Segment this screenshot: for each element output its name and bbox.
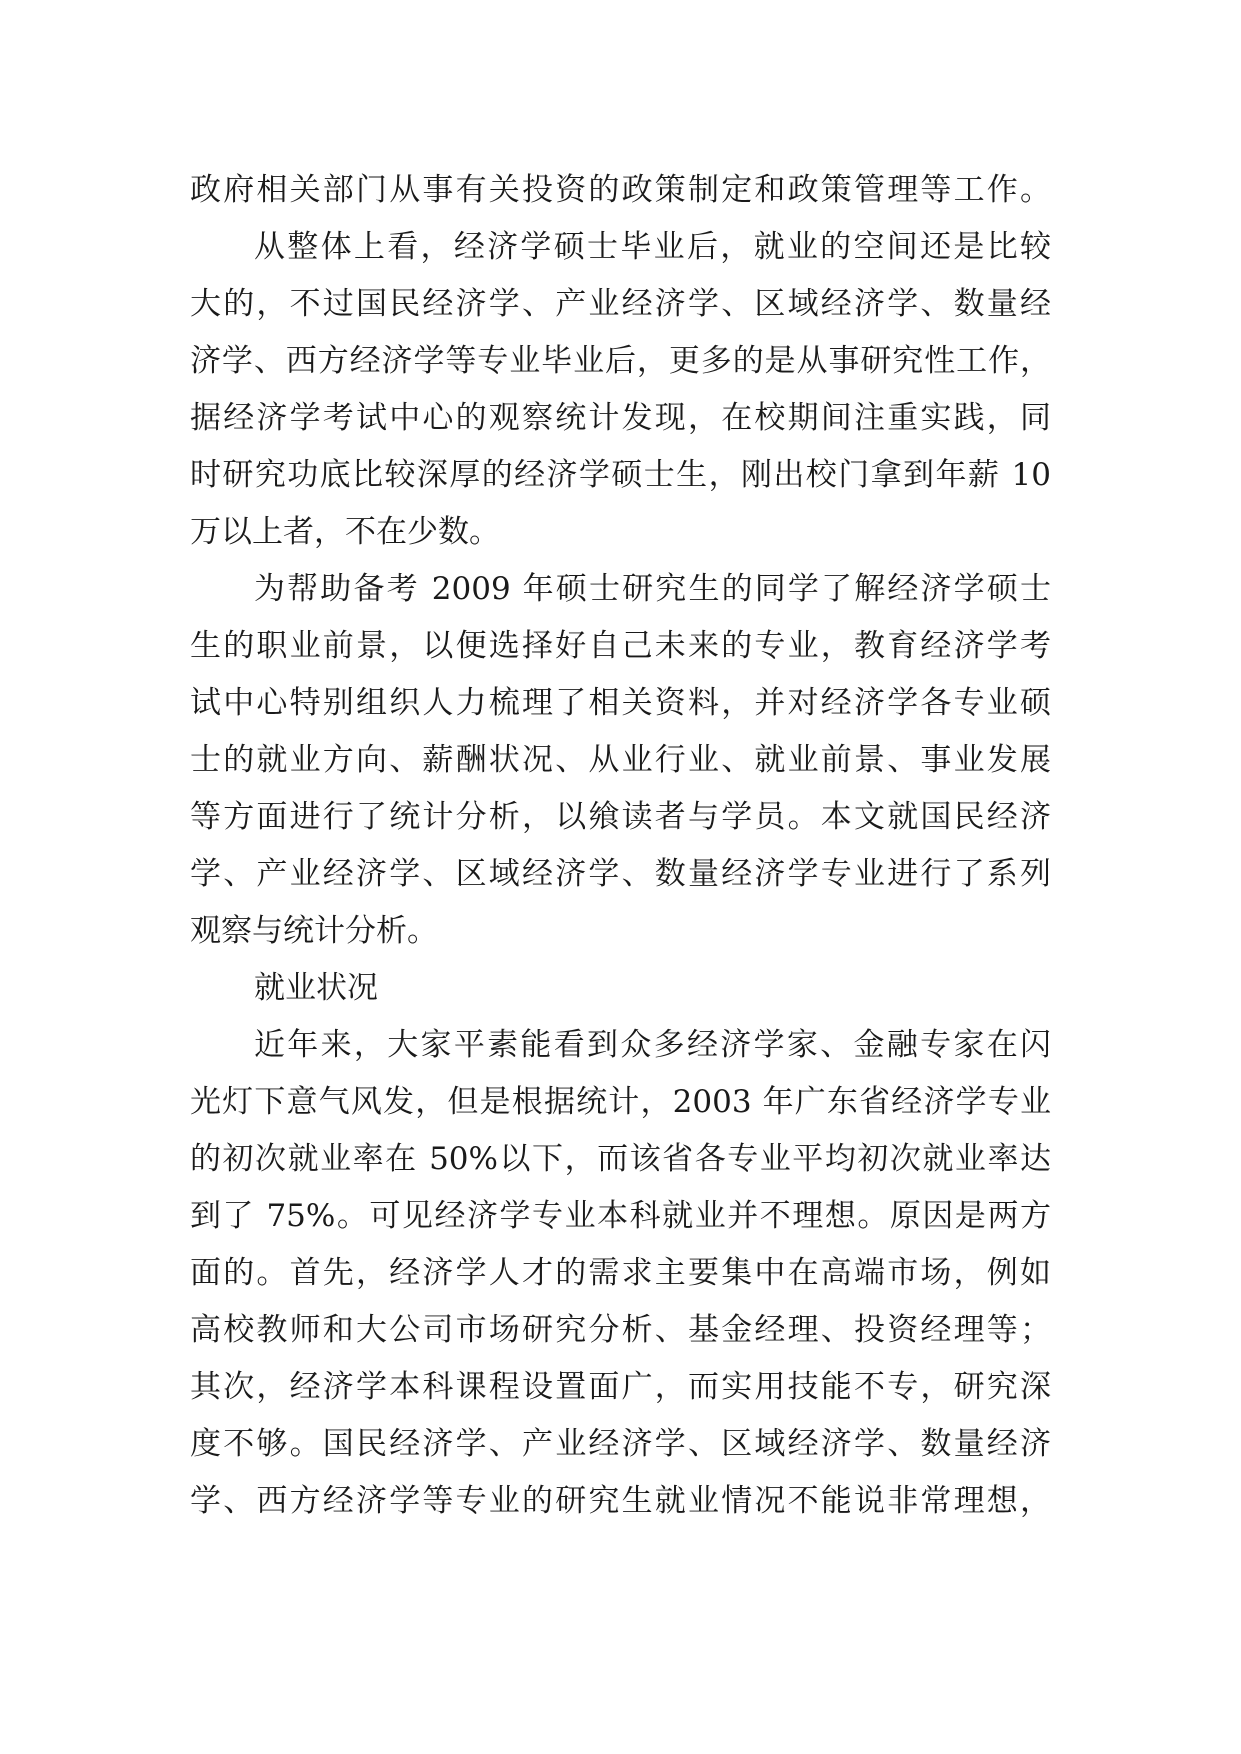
paragraph-first-line: 为帮助备考 2009 年硕士研究生的同学了解经济学硕士 bbox=[254, 571, 1051, 607]
paragraph-first-line: 从整体上看，经济学硕士毕业后，就业的空间还是比较 bbox=[254, 229, 1051, 265]
text-line: 济学、西方经济学等专业毕业后，更多的是从事研究性工作， bbox=[190, 343, 1051, 379]
text-line: 面的。首先，经济学人才的需求主要集中在高端市场，例如 bbox=[190, 1255, 1051, 1291]
text-line: 试中心特别组织人力梳理了相关资料，并对经济学各专业硕 bbox=[190, 685, 1051, 721]
text-line: 度不够。国民经济学、产业经济学、区域经济学、数量经济 bbox=[190, 1426, 1051, 1462]
text-line: 时研究功底比较深厚的经济学硕士生，刚出校门拿到年薪 10 bbox=[190, 457, 1051, 493]
text-line: 学、西方经济学等专业的研究生就业情况不能说非常理想， bbox=[190, 1483, 1051, 1519]
text-line: 高校教师和大公司市场研究分析、基金经理、投资经理等； bbox=[190, 1312, 1051, 1348]
text-line: 士的就业方向、薪酬状况、从业行业、就业前景、事业发展 bbox=[190, 742, 1051, 778]
text-line: 等方面进行了统计分析，以飨读者与学员。本文就国民经济 bbox=[190, 799, 1051, 835]
text-line: 的初次就业率在 50%以下，而该省各专业平均初次就业率达 bbox=[190, 1141, 1051, 1177]
text-line: 政府相关部门从事有关投资的政策制定和政策管理等工作。 bbox=[190, 172, 1051, 208]
text-line: 生的职业前景，以便选择好自己未来的专业，教育经济学考 bbox=[190, 628, 1051, 664]
paragraph-last-line: 万以上者，不在少数。 bbox=[190, 514, 500, 550]
text-line: 其次，经济学本科课程设置面广，而实用技能不专，研究深 bbox=[190, 1369, 1051, 1405]
text-line: 到了 75%。可见经济学专业本科就业并不理想。原因是两方 bbox=[190, 1198, 1051, 1234]
section-heading: 就业状况 bbox=[254, 970, 378, 1006]
text-line: 学、产业经济学、区域经济学、数量经济学专业进行了系列 bbox=[190, 856, 1051, 892]
paragraph-first-line: 近年来，大家平素能看到众多经济学家、金融专家在闪 bbox=[254, 1027, 1051, 1063]
text-line: 据经济学考试中心的观察统计发现，在校期间注重实践，同 bbox=[190, 400, 1051, 436]
text-line: 光灯下意气风发，但是根据统计，2003 年广东省经济学专业 bbox=[190, 1084, 1051, 1120]
document-body bbox=[190, 162, 1051, 1530]
paragraph-last-line: 观察与统计分析。 bbox=[190, 913, 438, 949]
text-line: 大的，不过国民经济学、产业经济学、区域经济学、数量经 bbox=[190, 286, 1051, 322]
